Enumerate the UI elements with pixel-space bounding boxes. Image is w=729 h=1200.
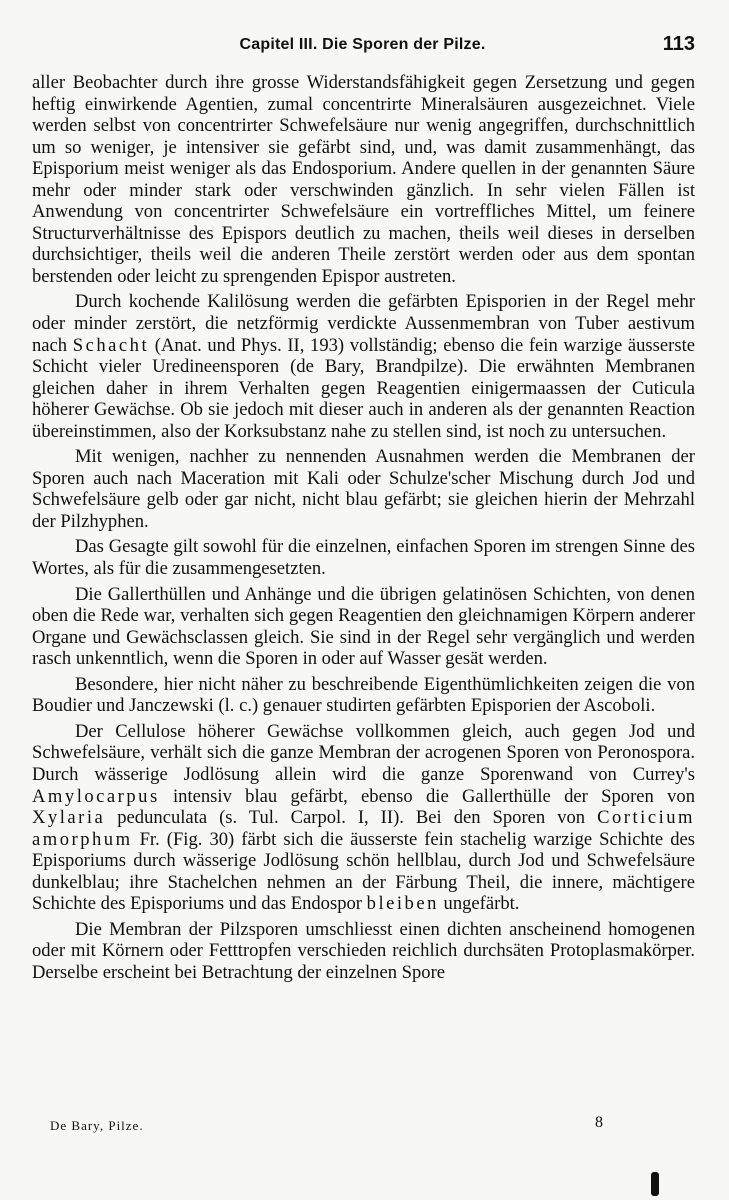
page-number: 113	[662, 33, 695, 55]
paragraph	[32, 291, 695, 442]
page-footer	[50, 1114, 670, 1136]
spaced-name: bleiben	[366, 893, 439, 915]
body-text	[32, 72, 695, 987]
ink-mark	[651, 1172, 659, 1196]
paragraph	[32, 721, 695, 915]
paragraph-text: ungefärbt.	[438, 893, 520, 915]
spaced-name: Corticium amorphum	[32, 807, 695, 850]
paragraph	[32, 584, 695, 670]
paragraph-text: Das Gesagte gilt sowohl für die einzelnen, einfachen Sporen im strengen Sinne des Wortes, als für die zusammengesetzten.	[32, 536, 695, 580]
paragraph	[32, 536, 695, 579]
running-title: Capitel III. Die Sporen der Pilze.	[239, 36, 486, 53]
paragraph-text: Mit wenigen, nachher zu nennenden Ausnahmen werden die Membranen der Sporen auch nach Maceration mit Kali oder Schulze'scher Mischung durch Jod und Schwefelsäure gelb oder gar nicht, nicht blau gefärbt; sie gleichen hierin der Mehrzahl der Pilzhyphen.	[32, 446, 695, 532]
paragraph-text: Fr. (Fig. 30) färbt sich die äusserste fein stachelig warzige Schichte des Episporiums durch wässerige Jodlösung schön hellblau, durch Jod und Schwefelsäure dunkelblau; ihre Stachelchen nehmen an der Färbung Theil, die innere, mächtigere Schichte des Episporiums und das Endospor	[32, 828, 695, 915]
paragraph	[32, 446, 695, 532]
spaced-name: Amylocarpus	[32, 785, 160, 807]
paragraph-text: Der Cellulose höherer Gewächse vollkommen gleich, auch gegen Jod und Schwefelsäure, verhält sich die ganze Membran der acrogenen Sporen von Peronospora. Durch wässerige Jodlösung allein wird die ganze Sporenwand von Currey's	[32, 720, 695, 785]
paragraph-text: intensiv blau gefärbt, ebenso die Gallerthülle der Sporen von	[159, 785, 695, 807]
paragraph-text: Die Membran der Pilzsporen umschliesst einen dichten anscheinend homogenen oder mit Körnern oder Fetttropfen verschieden reichlich durchsäten Protoplasmakörper. Derselbe erscheint bei Betrachtung der einzelnen Spore	[32, 918, 695, 983]
page-header	[30, 30, 695, 60]
spaced-name: Xylaria	[32, 807, 106, 829]
paragraph-text: aller Beobachter durch ihre grosse Widerstandsfähigkeit gegen Zersetzung und gegen heftig einwirkende Agentien, zumal concentrirte Mineralsäuren ausgezeichnet. Viele werden selbst von concentrirter Schwefelsäure nur wenig angegriffen, durchschnittlich um so weniger, je intensiver sie gefärbt sind, und, was damit zusammenhängt, das Episporium meist weniger als das Endosporium. Andere quellen in der genannten Säure mehr oder minder stark oder verschwinden gänzlich. In sehr vielen Fällen ist Anwendung von concentrirter Schwefelsäure ein vortreffliches Mittel, um feinere Structurverhältnisse des Epispors deutlich zu machen, theils weil dieses in derselben durchsichtiger, theils weil die anderen Theile zerstört werden oder aus dem spontan berstenden oder leicht zu sprengenden Epispor austreten.	[32, 72, 695, 287]
spaced-name: Schacht	[72, 334, 150, 356]
paragraph	[32, 674, 695, 717]
paragraph-text: Die Gallerthüllen und Anhänge und die übrigen gelatinösen Schichten, von denen oben die Rede war, verhalten sich gegen Reagentien den gleichnamigen Körpern anderer Organe und Gewächsclassen gleich. Sie sind in der Regel sehr vergänglich und werden rasch unkenntlich, wenn die Sporen in oder auf Wasser gesät werden.	[32, 583, 695, 670]
paragraph	[32, 919, 695, 984]
paragraph-text: (Anat. und Phys. II, 193) vollständig; ebenso die fein warzige äusserste Schicht vieler Uredineensporen (de Bary, Brandpilze). Die erwähnten Membranen gleichen daher in ihrem Verhalten gegen Reagentien einigermaassen der Cuticula höherer Gewächse. Ob sie jedoch mit dieser auch in anderen als der genannten Reaction übereinstimmen, also der Korksubstanz nahe zu stellen sind, ist noch zu untersuchen.	[32, 334, 695, 442]
sheet-number: 8	[595, 1114, 603, 1131]
paragraph-text: pedunculata (s. Tul. Carpol. I, II). Bei den Sporen von	[105, 807, 598, 829]
paragraph-text: Durch kochende Kalilösung werden die gefärbten Episporien in der Regel mehr oder minder zerstört, die netzförmig verdickte Aussenmembran von Tuber aestivum nach	[32, 291, 695, 356]
signature-mark: De Bary, Pilze.	[50, 1118, 144, 1133]
paragraph	[32, 72, 695, 287]
paragraph-text: Besondere, hier nicht näher zu beschreibende Eigenthümlichkeiten zeigen die von Boudier und Janczewski (l. c.) genauer studirten gefärbten Episporien der Ascoboli.	[32, 673, 695, 717]
